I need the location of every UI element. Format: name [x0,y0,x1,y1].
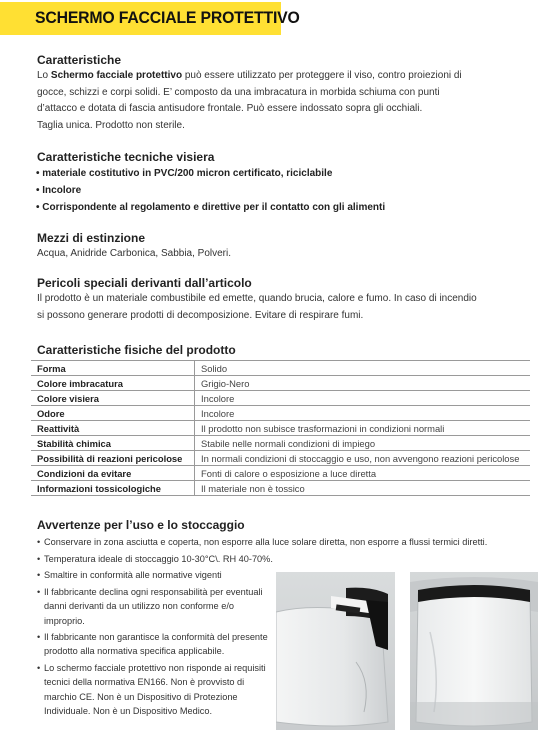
table-row [31,376,530,391]
list-item: • Conservare in zona asciutta e coperta, non esporre alla luce solare diretta, non esporre a flussi termici diretti. [37,535,514,549]
list-item: • Il fabbricante declina ogni responsabilità per eventuali danni derivanti da un utilizzo non conforme e/o improprio. [37,585,277,628]
tecniche-list [36,165,385,216]
table-row [31,466,530,481]
property-value: Il materiale non è tossico [195,481,531,496]
property-name: Informazioni tossicologiche [31,481,195,496]
property-value: Stabile nelle normali condizioni di impiego [195,436,531,451]
caratteristiche-line-3: d’attacco e dotata di fascia antisudore frontale. Può essere indossato sopra gli occhiali. [37,103,423,114]
estinzione-text: Acqua, Anidride Carbonica, Sabbia, Polveri. [37,248,232,259]
property-name: Reattività [31,421,195,436]
list-item: • Il fabbricante non garantisce la conformità del presente prodotto alla normativa specifica applicabile. [37,630,277,658]
face-shield-photo-side [276,572,395,730]
property-value: Grigio-Nero [195,376,531,391]
property-value: Incolore [195,391,531,406]
caratteristiche-line-1: Lo Schermo facciale protettivo può essere utilizzato per proteggere il viso, contro proiezioni di [37,70,462,81]
pericoli-heading: Pericoli speciali derivanti dall’articolo [37,276,252,290]
properties-table [31,360,530,496]
pericoli-line-1: Il prodotto è un materiale combustibile ed emette, quando brucia, calore e fumo. In caso di incendio [37,293,477,304]
caratteristiche-line-2: gocce, schizzi e corpi solidi. E’ composto da una imbracatura in morbida schiuma con punti [37,86,440,98]
pericoli-line-2: si possono generare prodotti di decomposizione. Evitare di respirare fumi. [37,309,364,321]
property-name: Colore imbracatura [31,376,195,391]
page-title: SCHERMO FACCIALE PROTETTIVO [35,8,300,27]
table-row [31,481,530,496]
tecniche-item: • Incolore [36,185,82,196]
property-value: In normali condizioni di stoccaggio e uso, non avvengono reazioni pericolose [195,451,531,466]
property-value: Incolore [195,406,531,421]
tecniche-item: • materiale costitutivo in PVC/200 micron certificato, riciclabile [36,168,333,179]
table-row [31,391,530,406]
property-value: Fonti di calore o esposizione a luce diretta [195,466,531,481]
caratteristiche-heading: Caratteristiche [37,53,122,67]
avvertenze-list [37,535,488,720]
estinzione-heading: Mezzi di estinzione [37,231,146,245]
title-bar [0,2,300,35]
property-name: Condizioni da evitare [31,466,195,481]
property-name: Forma [31,361,195,376]
property-name: Colore visiera [31,391,195,406]
property-name: Possibilità di reazioni pericolose [31,451,195,466]
face-shield-photo-front [410,572,538,730]
tecniche-heading: Caratteristiche tecniche visiera [37,150,215,164]
list-item: • Temperatura ideale di stoccaggio 10-30°C\. RH 40-70%. [37,552,514,566]
table-row [31,361,530,376]
property-name: Odore [31,406,195,421]
table-row [31,451,530,466]
property-name: Stabilità chimica [31,436,195,451]
property-value: Solido [195,361,531,376]
table-row [31,436,530,451]
avvertenze-heading: Avvertenze per l’uso e lo stoccaggio [37,518,245,532]
tecniche-item: • Corrispondente al regolamento e direttive per il contatto con gli alimenti [36,202,386,213]
pericoli-text [37,291,477,324]
table-row [31,406,530,421]
caratteristiche-line-4: Taglia unica. Prodotto non sterile. [37,119,185,131]
caratteristiche-text [37,68,462,134]
list-item: • Smaltire in conformità alle normative vigenti [37,568,277,582]
list-item: • Lo schermo facciale protettivo non risponde ai requisiti tecnici della normativa EN166. Non è provvisto di marchio CE. Non è un Dispositivo di Protezione Individuale. Non è un Dispositivo Medico. [37,661,277,718]
table-row [31,421,530,436]
fisiche-heading: Caratteristiche fisiche del prodotto [37,343,236,357]
property-value: Il prodotto non subisce trasformazioni in condizioni normali [195,421,531,436]
